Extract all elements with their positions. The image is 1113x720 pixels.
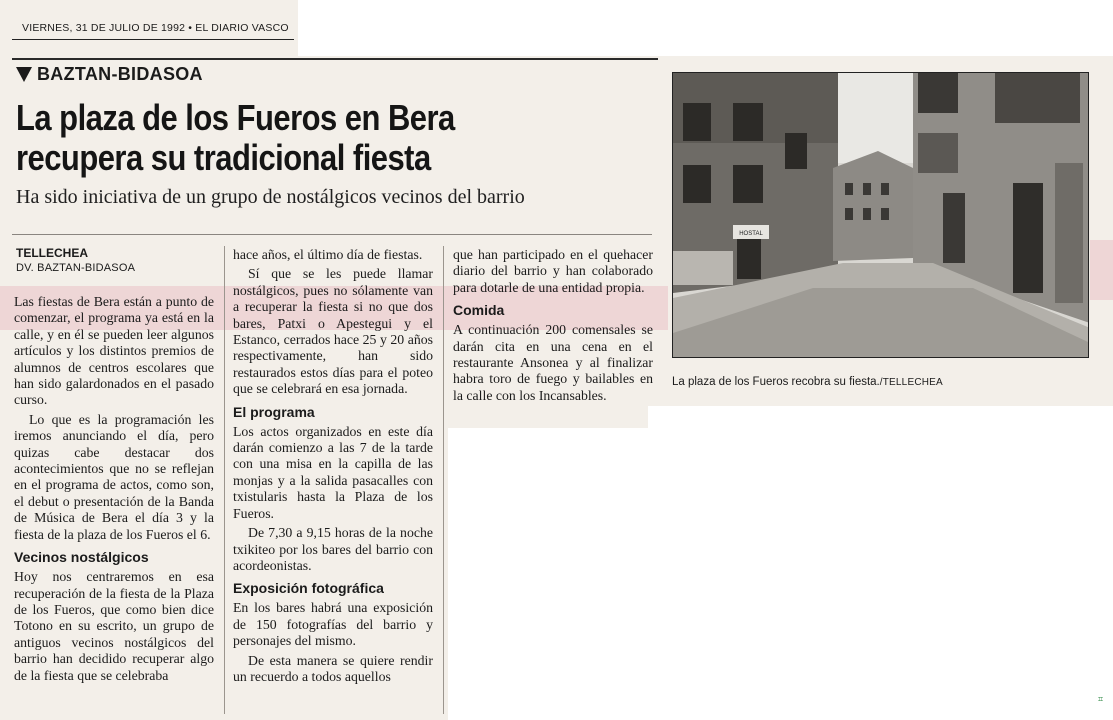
- section-label-text: BAZTAN-BIDASOA: [37, 64, 203, 84]
- photo-sign-text: HOSTAL: [739, 231, 763, 237]
- pink-tint-band-right: [1090, 240, 1113, 300]
- photo-caption-text: La plaza de los Fueros recobra su fiesta.: [672, 376, 880, 388]
- masthead-text: VIERNES, 31 DE JULIO DE 1992 • EL DIARIO VASCO: [22, 22, 289, 34]
- section-label: [16, 64, 203, 90]
- paragraph: Hoy nos centraremos en esa recuperación de la fiesta de la Plaza de los Fueros, que como bien dice Totono en su escrito, un grupo de antiguos vecinos nostálgicos del barrio han decidido recuperar algo de la fiesta que se celebraba: [14, 569, 214, 683]
- subheading-exposicion: Exposición fotográfica: [233, 580, 384, 597]
- article-column-2: [233, 247, 433, 688]
- article-photo: [672, 72, 1089, 358]
- paragraph: De 7,30 a 9,15 horas de la noche txikiteo por los bares del barrio con acordeonistas.: [233, 525, 433, 573]
- corner-mark-icon: ⌗: [1098, 694, 1104, 704]
- subheading-vecinos: Vecinos nostálgicos: [14, 549, 149, 566]
- body-top-rule: [12, 234, 652, 235]
- photo-caption: [672, 376, 943, 388]
- triangle-marker-icon: [16, 67, 32, 82]
- paragraph: Sí que se les puede llamar nostálgicos, pues no sólamente van a recuperar la fiesta si no que dos bares, Patxi o Apestegui y el Estanco, cerrados hace 25 y 20 años respectivamente, han sido restaurados estos días para el poteo que se celebrará en esa jornada.: [233, 266, 433, 397]
- paragraph: Lo que es la programación les iremos anunciando el día, pero quizas cabe destacar dos acontecimientos que no se reflejan en el programa de actos, como son, el debut o presentación de la Banda de Música de Bera el día 3 y la fiesta de la plaza de los Fueros el 6.: [14, 411, 214, 542]
- photo-credit: /TELLECHEA: [879, 377, 943, 388]
- paragraph: Las fiestas de Bera están a punto de comenzar, el programa ya está en la calle, y en él se pueden leer algunos artículos y los distintos premios de alumnos de centros escolares que han sido galardonados en el pasado curso.: [14, 294, 214, 408]
- paragraph: Los actos organizados en este día darán comienzo a las 7 de la tarde con una misa en la capilla de las monjas y a la salida pasacalles con txistularis hasta la Plaza de los Fueros.: [233, 423, 433, 521]
- subheading-programa: El programa: [233, 403, 315, 420]
- section-rule: [12, 58, 658, 60]
- headline-line-1: La plaza de los Fueros en Bera: [16, 97, 455, 138]
- column-divider: [224, 246, 225, 714]
- paragraph: que han participado en el quehacer diario del barrio y han colaborado para dotarle de una entidad propia.: [453, 247, 653, 295]
- headline-line-2: recupera su tradicional fiesta: [16, 137, 431, 178]
- paragraph: A continuación 200 comensales se darán cita en una cena en el restaurante Ansonea y al finalizar habra toro de fuego y bailables en la calle con los Incansables.: [453, 322, 653, 403]
- masthead: [12, 22, 294, 40]
- byline-source: DV. BAZTAN-BIDASOA: [16, 262, 136, 274]
- subheading-comida: Comida: [453, 302, 505, 319]
- article-column-1: [14, 294, 214, 687]
- paragraph: En los bares habrá una exposición de 150 fotografías del barrio y personajes del mismo.: [233, 600, 433, 649]
- headline: [16, 98, 566, 178]
- street-scene-image: [673, 73, 1089, 358]
- byline-author: TELLECHEA: [16, 246, 88, 260]
- paragraph: hace años, el último día de fiestas.: [233, 247, 423, 262]
- article-column-3: [453, 247, 653, 407]
- subheadline: Ha sido iniciativa de un grupo de nostálgicos vecinos del barrio: [16, 186, 525, 208]
- paragraph: De esta manera se quiere rendir un recuerdo a todos aquellos: [233, 652, 433, 684]
- column-divider: [443, 246, 444, 714]
